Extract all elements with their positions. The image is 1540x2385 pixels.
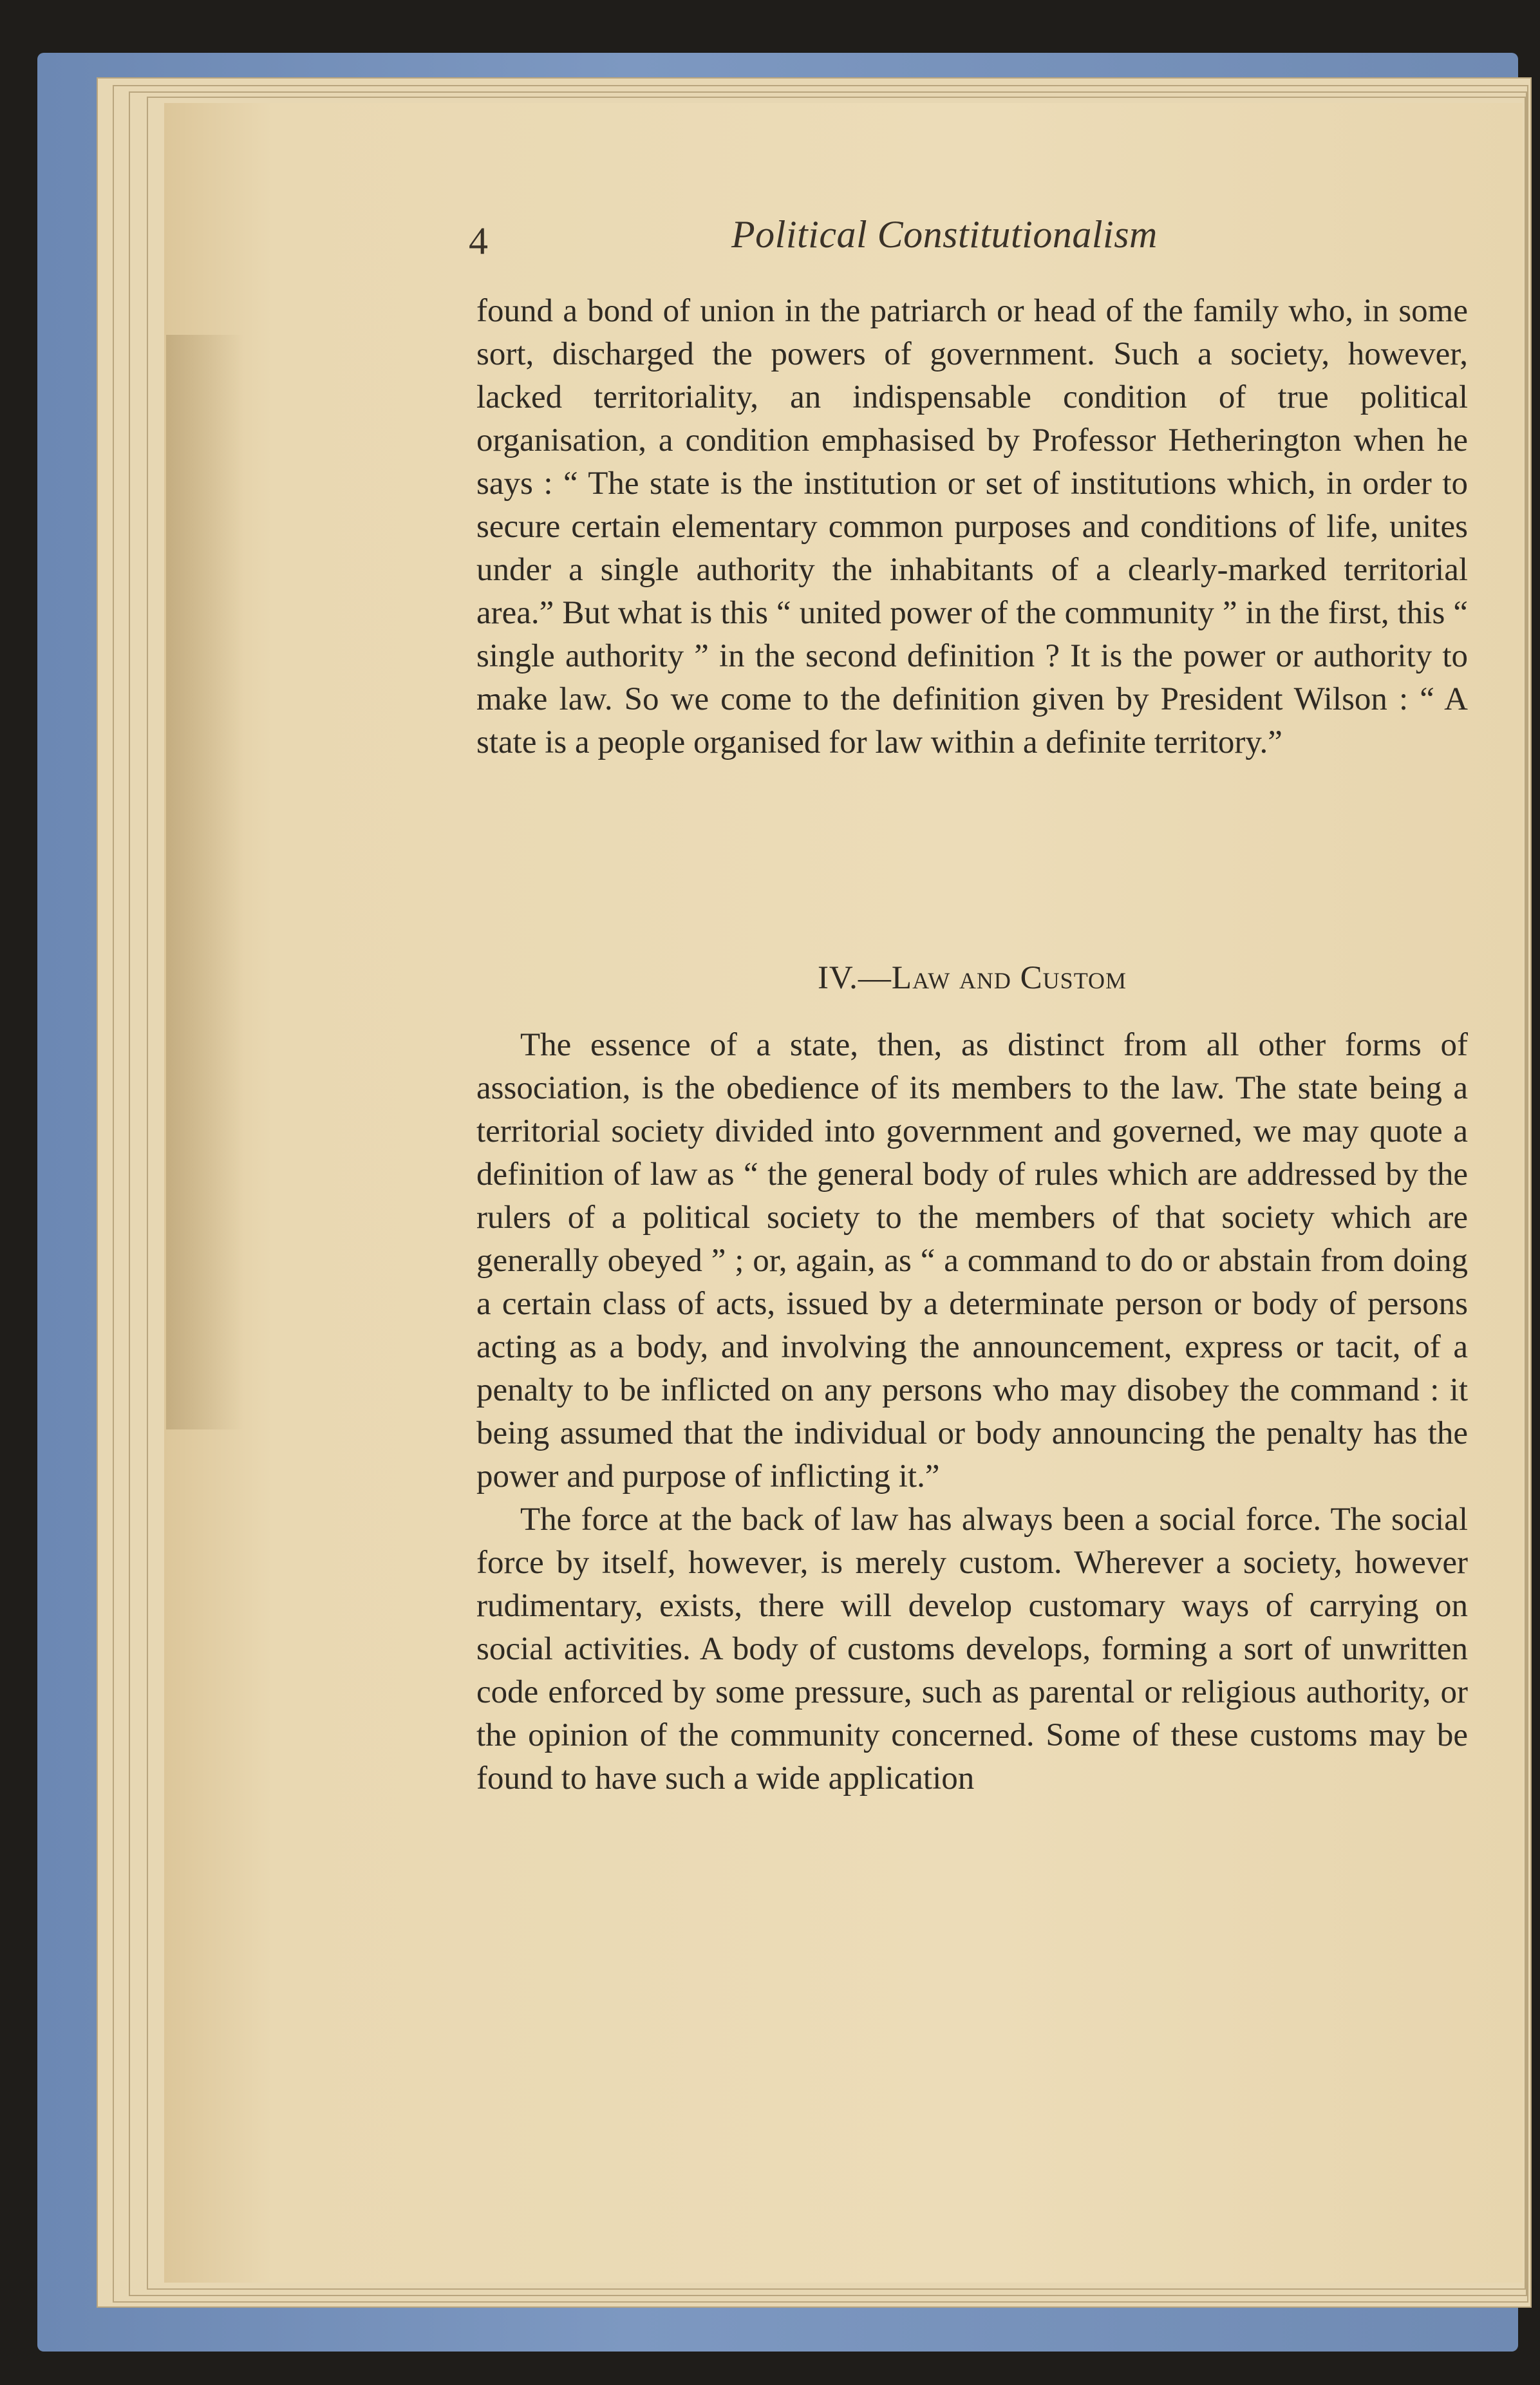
page-header — [469, 212, 1473, 277]
paragraph: found a bond of union in the patriarch or head of the family who, in some sort, discharged the powers of government. Such a society, however, lacked territoriality, an indispensable condition of true political organisation, a condition emphasised by Professor Hetherington when he says : “ The state is the institution or set of institutions which, in order to secure certain elementary common purposes and conditions of life, unites under a single authority the inhabitants of a clearly-marked territorial area.” But what is this “ united power of the community ” in the first, this “ single authority ” in the second definition ? It is the power or authority to make law. So we come to the definition given by President Wilson : “ A state is a people organised for law within a definite territory.” — [476, 293, 1468, 760]
paragraph: The force at the back of law has always been a social force. The social force by itself, however, is merely custom. Wherever a society, however rudimentary, exists, there will develop customary ways of carrying on social activities. A body of customs develops, forming a sort of unwritten code enforced by some pressure, such as parental or religious authority, or the opinion of the community concerned. Some of these customs may be found to have such a wide application — [476, 1502, 1468, 1796]
text-block-top — [476, 290, 1468, 764]
paragraph: The essence of a state, then, as distinct from all other forms of association, is the obedience of its members to the law. The state being a territorial society divided into government and governed, we may quote a definition of law as “ the general body of rules which are addressed by the rulers of a political society to the members of that society which are generally obeyed ” ; or, again, as “ a command to do or abstain from doing a certain class of acts, issued by a determinate person or body of persons acting as a body, and involving the announcement, express or tacit, of a penalty to be inflicted on any persons who may disobey the command : it being assumed that the individual or body announcing the penalty has the power and purpose of inflicting it.” — [476, 1027, 1468, 1494]
text-block-section — [476, 1024, 1468, 1800]
page-number: 4 — [469, 220, 488, 262]
section-heading: IV.—Law and Custom — [817, 960, 1127, 996]
page-stain — [166, 335, 243, 1429]
running-head: Political Constitutionalism — [731, 213, 1158, 256]
